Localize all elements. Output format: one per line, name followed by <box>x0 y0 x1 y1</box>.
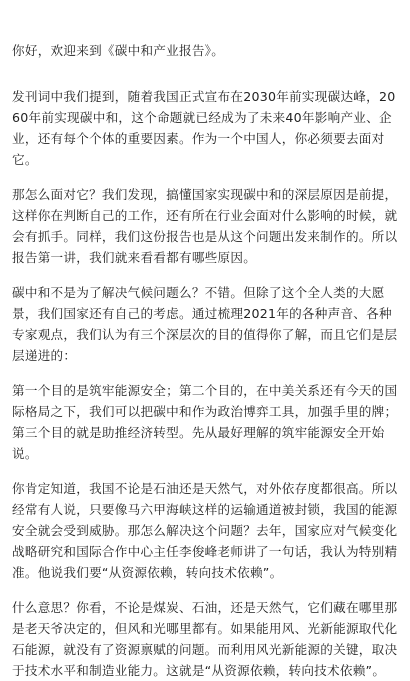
paragraph-energy-security: 你肯定知道，我国不论是石油还是天然气，对外依存度都很高。所以经常有人说，只要像马六甲海峡这样的运输通道被封锁，我国的能源安全就会受到威胁。那怎么解决这个问题？去年，国家应对气候变化战略研究和国际合作中心主任李俊峰老师讲了一句话，我认为特别精准。他说我们要“从资源依赖，转向技术依赖”。 <box>12 481 398 580</box>
paragraph-how-to-face: 那怎么面对它？我们发现，搞懂国家实现碳中和的深层原因是前提，这样你在判断自己的工作，还有所在行业会面对什么影响的时候，就会有抓手。同样，我们这份报告也是从这个问题出发来制作的。所以报告第一讲，我们就来看看都有哪些原因。 <box>12 187 398 265</box>
greeting-paragraph: 你好，欢迎来到《碳中和产业报告》。 <box>12 43 225 58</box>
paragraph-intro: 发刊词中我们提到，随着我国正式宣布在2030年前实现碳达峰，2060年前实现碳中和，这个命题就已经成为了未来40年影响产业、企业，还有每个个体的重要因素。作为一个中国人，你必须要去面对它。 <box>12 89 396 167</box>
paragraph-resource-to-technology: 什么意思？你看，不论是煤炭、石油，还是天然气，它们藏在哪里那是老天爷决定的，但风和光哪里都有。如果能用风、光新能源取代化石能源，就没有了资源禀赋的问题。而利用风光新能源的关键，取决于技术水平和制造业能力。这就是“从资源依赖，转向技术依赖”。 <box>12 600 398 678</box>
paragraph-three-purposes: 第一个目的是筑牢能源安全；第二个目的，在中美关系还有今天的国际格局之下，我们可以把碳中和作为政治博弈工具，加强手里的牌；第三个目的就是助推经济转型。先从最好理解的筑牢能源安全开始说。 <box>12 383 398 461</box>
paragraph-deeper-purposes: 碳中和不是为了解决气候问题么？不错。但除了这个全人类的大愿景，我们国家还有自己的考虑。通过梳理2021年的各种声音、各种专家观点，我们认为有三个深层次的目的值得你了解，而且它们是层层递进的： <box>12 285 398 363</box>
